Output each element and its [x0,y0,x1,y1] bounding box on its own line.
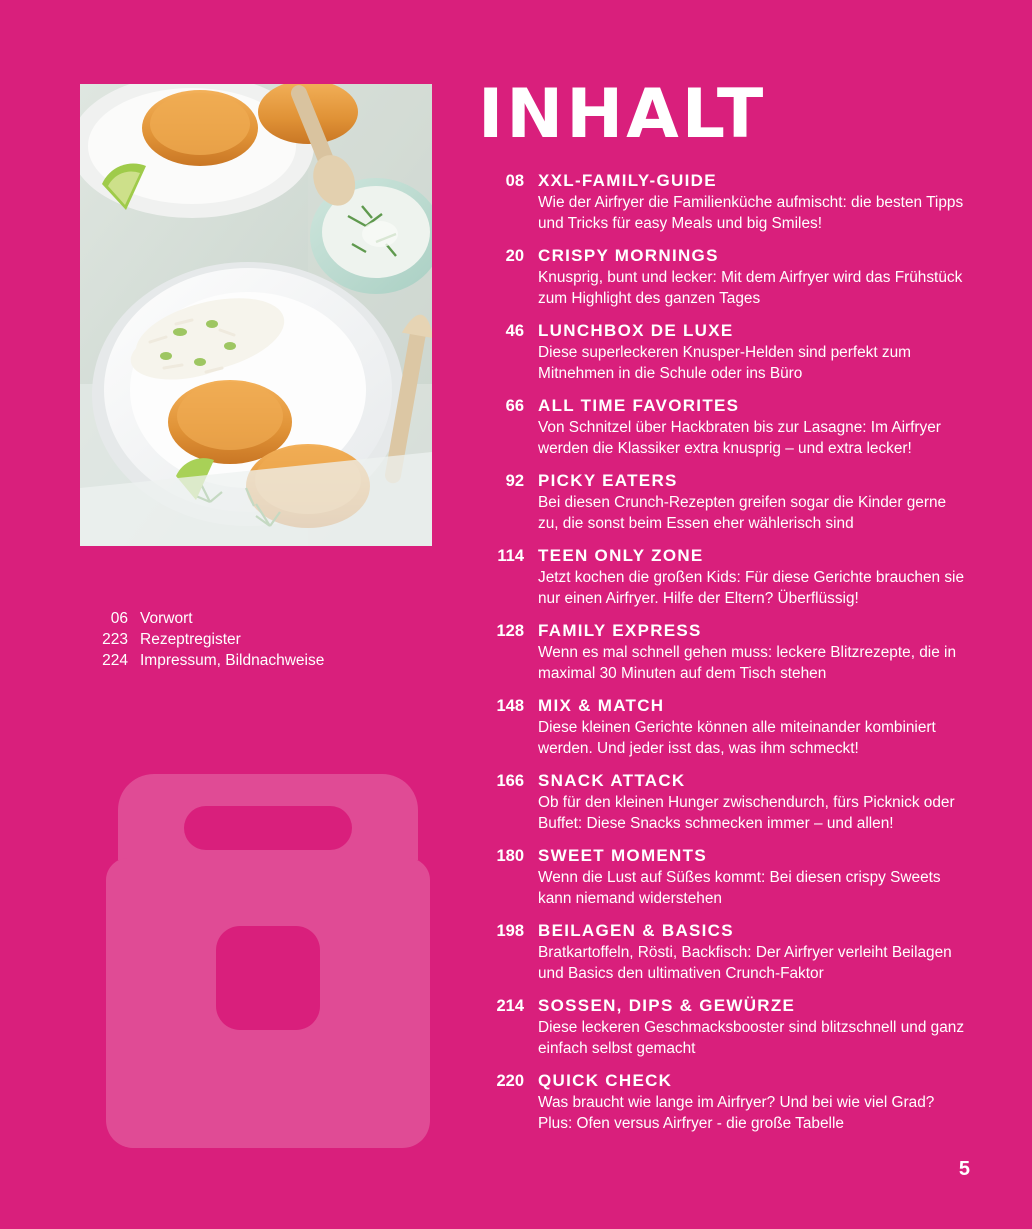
toc-heading: SNACK ATTACK [538,771,686,790]
back-matter-page: 224 [102,652,128,669]
toc-description: Bratkartoffeln, Rösti, Backfisch: Der Airfryer verleiht Beilagen und Basics den ultimativen Crunch-Faktor [538,944,952,982]
toc-entry-body [538,1070,970,1134]
toc-description: Diese kleinen Gerichte können alle miteinander kombiniert werden. Und jeder isst das, was ihm schmeckt! [538,719,936,757]
toc-entry-body [538,395,970,459]
toc-entry-body [538,320,970,384]
toc-heading: PICKY EATERS [538,471,678,490]
toc-entry[interactable] [478,845,970,909]
toc-heading: SOSSEN, DIPS & GEWÜRZE [538,996,796,1015]
toc-entry-body [538,995,970,1059]
toc-entry-body [538,170,970,234]
toc-page-number: 198 [496,922,524,940]
list-item[interactable] [80,650,432,671]
toc-entry-body [538,695,970,759]
toc-entry[interactable] [478,395,970,459]
toc-description: Knusprig, bunt und lecker: Mit dem Airfryer wird das Frühstück zum Highlight des ganzen Tages [538,269,963,307]
toc-entry-body [538,920,970,984]
back-matter-label: Vorwort [140,610,193,627]
toc-heading: ALL TIME FAVORITES [538,396,740,415]
page-title: INHALT [478,75,767,154]
toc-entry[interactable] [478,1070,970,1134]
table-of-contents [478,170,970,1134]
airfryer-silhouette-watermark [88,690,448,1150]
toc-page-number: 46 [505,322,524,340]
left-column [80,84,432,671]
toc-page-number: 20 [505,247,524,265]
back-matter-label: Impressum, Bildnachweise [140,652,325,669]
toc-entry[interactable] [478,920,970,984]
toc-entry[interactable] [478,245,970,309]
toc-description: Ob für den kleinen Hunger zwischendurch, fürs Picknick oder Buffet: Diese Snacks schmecken immer – und allen! [538,794,955,832]
toc-entry[interactable] [478,320,970,384]
back-matter-page: 223 [102,631,128,648]
list-item[interactable] [80,608,432,629]
toc-heading: CRISPY MORNINGS [538,246,719,265]
toc-description: Wenn es mal schnell gehen muss: leckere Blitzrezepte, die in maximal 30 Minuten auf dem Tisch stehen [538,644,957,682]
toc-entry-body [538,770,970,834]
page-number: 5 [958,1158,970,1180]
right-column [478,75,970,1145]
toc-entry-body [538,845,970,909]
toc-description: Was braucht wie lange im Airfryer? Und bei wie viel Grad? Plus: Ofen versus Airfryer - die große Tabelle [538,1094,935,1132]
toc-page-number: 214 [496,997,524,1015]
toc-page-number: 166 [496,772,524,790]
toc-entry[interactable] [478,620,970,684]
toc-entry[interactable] [478,170,970,234]
toc-description: Bei diesen Crunch-Rezepten greifen sogar die Kinder gerne zu, die sonst beim Essen eher wählerisch sind [538,494,947,532]
toc-description: Diese superleckeren Knusper-Helden sind perfekt zum Mitnehmen in die Schule oder ins Büro [538,344,911,382]
toc-page-number: 148 [496,697,524,715]
toc-page-number: 08 [505,172,524,190]
toc-entry-body [538,620,970,684]
toc-entry[interactable] [478,545,970,609]
back-matter-list [80,608,432,671]
toc-entry[interactable] [478,695,970,759]
toc-entry-body [538,245,970,309]
toc-description: Jetzt kochen die großen Kids: Für diese Gerichte brauchen sie nur einen Airfryer. Hilfe der Eltern? Überflüssig! [538,569,965,607]
toc-description: Von Schnitzel über Hackbraten bis zur Lasagne: Im Airfryer werden die Klassiker extra knusprig – und extra lecker! [538,419,941,457]
toc-description: Diese leckeren Geschmacksbooster sind blitzschnell und ganz einfach selbst gemacht [538,1019,965,1057]
cover-photo [80,84,432,546]
toc-heading: FAMILY EXPRESS [538,621,702,640]
list-item[interactable] [80,629,432,650]
toc-entry[interactable] [478,470,970,534]
back-matter-label: Rezeptregister [140,631,241,648]
toc-entry[interactable] [478,770,970,834]
toc-heading: XXL-FAMILY-GUIDE [538,171,717,190]
toc-heading: BEILAGEN & BASICS [538,921,734,940]
toc-page-number: 92 [505,472,524,490]
back-matter-page: 06 [110,610,128,627]
toc-entry[interactable] [478,995,970,1059]
toc-page-number: 220 [496,1072,524,1090]
toc-heading: TEEN ONLY ZONE [538,546,704,565]
toc-description: Wie der Airfryer die Familienküche aufmischt: die besten Tipps und Tricks für easy Meals und big Smiles! [538,194,964,232]
toc-page-number: 180 [496,847,524,865]
toc-heading: LUNCHBOX DE LUXE [538,321,734,340]
toc-description: Wenn die Lust auf Süßes kommt: Bei diesen crispy Sweets kann niemand widerstehen [538,869,941,907]
toc-heading: QUICK CHECK [538,1071,673,1090]
toc-page-number: 114 [497,547,524,565]
toc-page-number: 66 [505,397,524,415]
toc-entry-body [538,545,970,609]
toc-entry-body [538,470,970,534]
toc-heading: MIX & MATCH [538,696,665,715]
toc-heading: SWEET MOMENTS [538,846,707,865]
toc-page-number: 128 [496,622,524,640]
